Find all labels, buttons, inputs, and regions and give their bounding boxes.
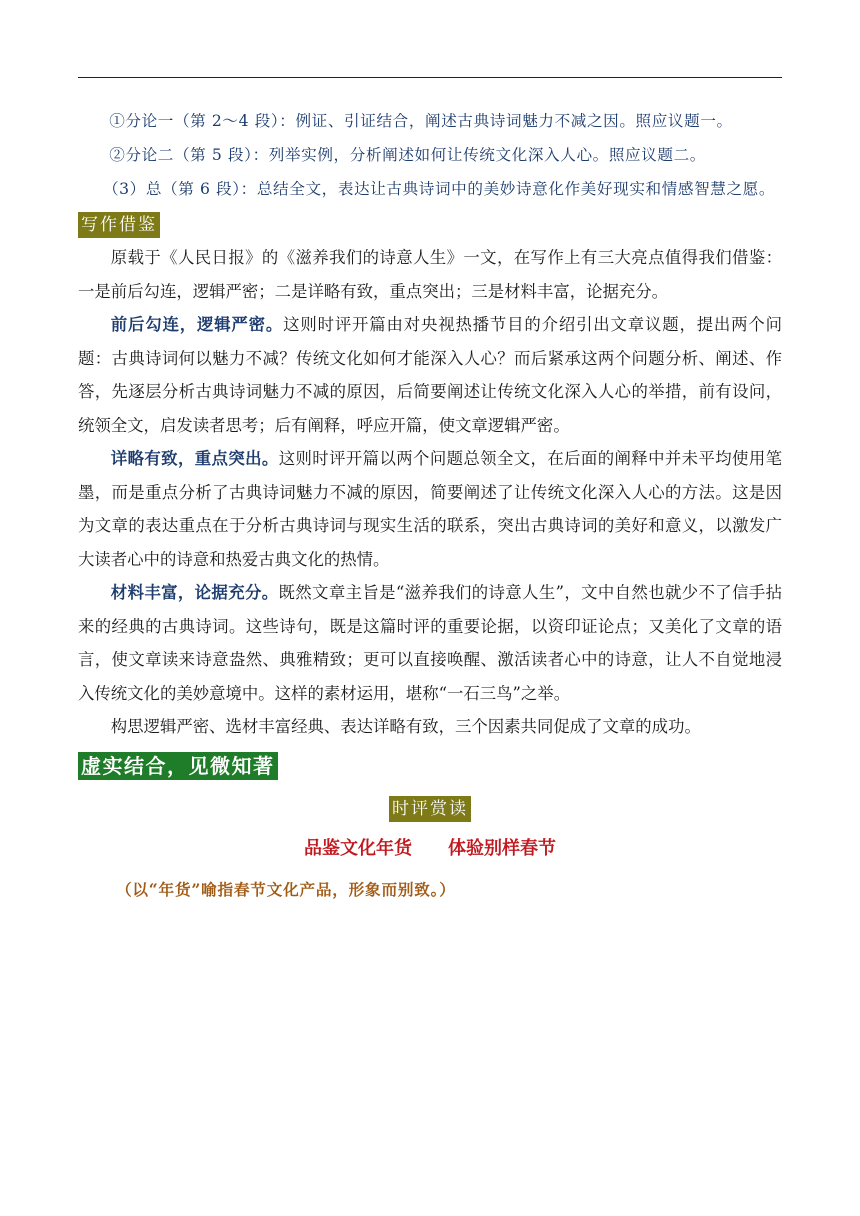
point-lead: 详略有致，重点突出。 <box>110 449 279 468</box>
writing-point-2 <box>78 442 782 576</box>
section2-heading: 虚实结合，见微知著 <box>78 752 278 780</box>
outline-item-2: ②分论二（第 5 段）：列举实例，分析阐述如何让传统文化深入人心。照应议题二。 <box>109 146 706 164</box>
outline-item-1: ①分论一（第 2～4 段）：例证、引证结合，阐述古典诗词魅力不减之因。照应议题一。 <box>109 112 733 130</box>
point-text: 这则时评开篇由对央视热播节目的介绍引出文章议题，提出两个问题：古典诗词何以魅力不减？传统文化如何才能深入人心？而后紧承这两个问题分析、阐述、作答，先逐层分析古典诗词魅力不减的原因，后简要阐述让传统文化深入人心的举措，前有设问，统领全文，启发读者思考；后有阐释，呼应开篇，使文章逻辑严密。 <box>78 315 783 435</box>
writing-point-3 <box>78 576 782 710</box>
writing-intro: 原载于《人民日报》的《滋养我们的诗意人生》一文，在写作上有三大亮点值得我们借鉴：一是前后勾连，逻辑严密；二是详略有致，重点突出；三是材料丰富，论据充分。 <box>78 248 782 301</box>
point-lead: 前后勾连，逻辑严密。 <box>110 315 284 334</box>
page-content <box>78 104 782 905</box>
section2-heading-wrap <box>78 752 782 780</box>
section2-subheading: 时评赏读 <box>389 796 471 822</box>
article-title <box>78 833 782 865</box>
article-title-part2: 体验别样春节 <box>448 837 556 859</box>
writing-section-heading: 写作借鉴 <box>78 212 160 238</box>
outline-item-3: （3）总（第 6 段）：总结全文，表达让古典诗词中的美妙诗意化作美好现实和情感智慧之愿。 <box>102 180 776 198</box>
article-note: （以“年货”喻指春节文化产品，形象而别致。） <box>116 879 456 899</box>
point-lead: 材料丰富，论据充分。 <box>110 583 279 602</box>
writing-point-1 <box>78 308 782 442</box>
writing-section-heading-wrap <box>78 212 782 238</box>
point-text: 既然文章主旨是“滋养我们的诗意人生”，文中自然也就少不了信手拈来的经典的古典诗词。这些诗句，既是这篇时评的重要论据，以资印证论点；又美化了文章的语言，使文章读来诗意盎然、典雅精致；更可以直接唤醒、激活读者心中的诗意，让人不自觉地浸入传统文化的美妙意境中。这样的素材运用，堪称“一石三鸟”之举。 <box>78 583 783 703</box>
point-text: 这则时评开篇以两个问题总领全文，在后面的阐释中并未平均使用笔墨，而是重点分析了古典诗词魅力不减的原因，简要阐述了让传统文化深入人心的方法。这是因为文章的表达重点在于分析古典诗词与现实生活的联系，突出古典诗词的美好和意义，以激发广大读者心中的诗意和热爱古典文化的热情。 <box>78 449 783 569</box>
writing-conclusion: 构思逻辑严密、选材丰富经典、表达详略有致，三个因素共同促成了文章的成功。 <box>110 717 701 736</box>
header-rule <box>78 77 782 78</box>
article-title-part1: 品鉴文化年货 <box>304 837 412 859</box>
subheading-wrap <box>78 796 782 822</box>
